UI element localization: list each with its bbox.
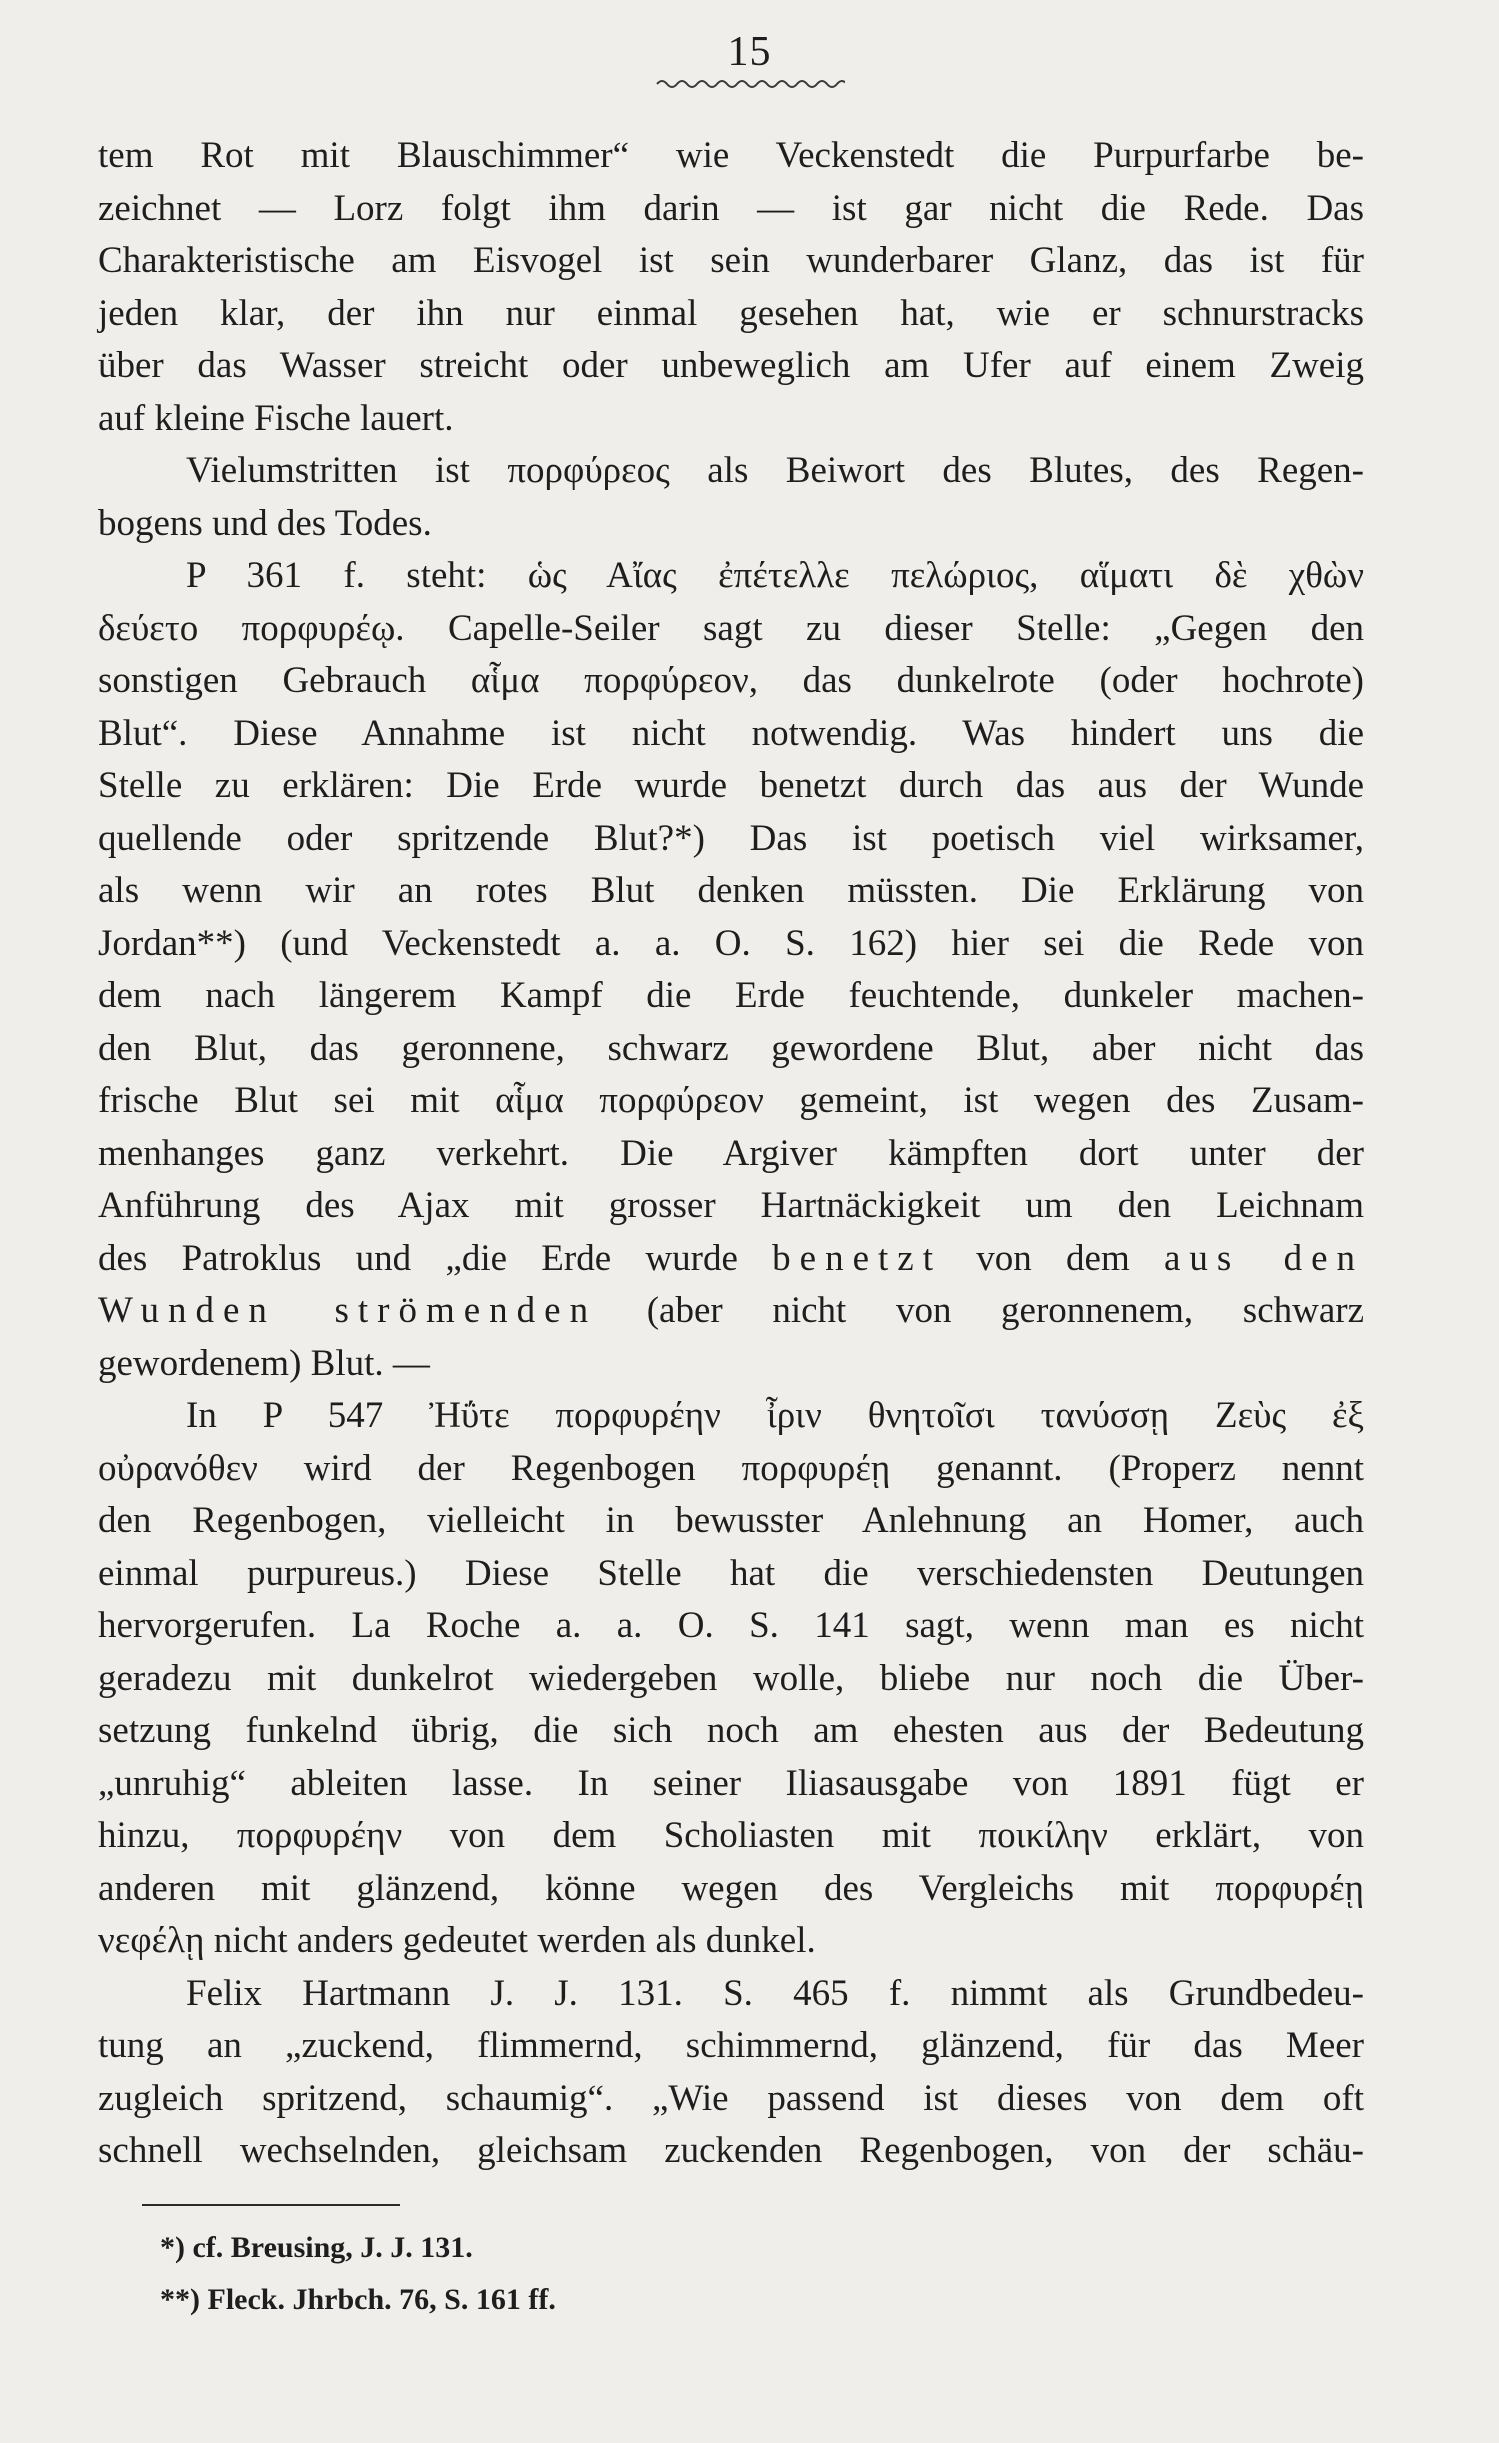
- footnote-2: **) Fleck. Jhrbch. 76, S. 161 ff.: [160, 2283, 556, 2316]
- text-line: P 361 f. steht: ὡς Αἴας ἐπέτελλε πελώριος, αἵματι δὲ χθὼν: [186, 555, 1364, 596]
- text-line: tem Rot mit Blauschimmer“ wie Veckenstedt die Purpurfarbe be-: [98, 135, 1364, 176]
- text-line: auf kleine Fische lauert.: [98, 397, 454, 439]
- text-line: anderen mit glänzend, könne wegen des Vergleichs mit πορφυρέῃ: [98, 1867, 1364, 1909]
- spaced-word: Wunden strömenden: [98, 1290, 598, 1331]
- text-line: sonstigen Gebrauch αἷμα πορφύρεον, das dunkelrote (oder hochrote): [98, 660, 1364, 701]
- text-line: frische Blut sei mit αἷμα πορφύρεον gemeint, ist wegen des Zusam-: [98, 1080, 1364, 1121]
- page-number: 15: [727, 29, 772, 75]
- text-line: menhanges ganz verkehrt. Die Argiver kämpften dort unter der: [98, 1132, 1364, 1174]
- text-line: einmal purpureus.) Diese Stelle hat die verschiedensten Deutungen: [98, 1552, 1364, 1594]
- text-line: den Blut, das geronnene, schwarz gewordene Blut, aber nicht das: [98, 1027, 1364, 1069]
- text-line: In P 547 Ἠΰτε πορφυρέην ἶριν θνητοῖσι τανύσσῃ Ζεὺς ἐξ: [186, 1395, 1364, 1436]
- text-line: Stelle zu erklären: Die Erde wurde benetzt durch das aus der Wunde: [98, 765, 1364, 806]
- text-line: zugleich spritzend, schaumig“. „Wie passend ist dieses von dem oft: [98, 2077, 1364, 2119]
- text-segment: (aber nicht von geronnenem, schwarz: [646, 1290, 1364, 1331]
- main-text: [98, 130, 1364, 2178]
- spaced-word: benetzt: [772, 1237, 942, 1279]
- text-line: quellende oder spritzende Blut?*) Das ist poetisch viel wirksamer,: [98, 817, 1364, 859]
- text-line-spaced-a: des Patroklus und „die Erde wurde benetzt von dem aus den: [98, 1237, 1365, 1279]
- text-line: dem nach längerem Kampf die Erde feuchtende, dunkeler machen-: [98, 975, 1364, 1016]
- text-line: Felix Hartmann J. J. 131. S. 465 f. nimmt als Grundbedeu-: [186, 1972, 1364, 2014]
- text-line: Charakteristische am Eisvogel ist sein wunderbarer Glanz, das ist für: [98, 240, 1364, 281]
- text-line: bogens und des Todes.: [98, 502, 432, 544]
- footnote-divider: [142, 2204, 400, 2206]
- text-line: νεφέλῃ nicht anders gedeutet werden als dunkel.: [98, 1920, 816, 1961]
- text-line: Vielumstritten ist πορφύρεος als Beiwort des Blutes, des Regen-: [186, 450, 1364, 491]
- text-line: δεύετο πορφυρέῳ. Capelle-Seiler sagt zu dieser Stelle: „Gegen den: [98, 607, 1364, 649]
- page-header: [0, 28, 1499, 92]
- spaced-word: aus den: [1164, 1237, 1365, 1279]
- text-line: jeden klar, der ihn nur einmal gesehen hat, wie er schnurstracks: [98, 292, 1364, 334]
- wavy-ornament-icon: [655, 76, 845, 92]
- text-line: Blut“. Diese Annahme ist nicht notwendig. Was hindert uns die: [98, 712, 1364, 754]
- text-line-spaced-b: [98, 1285, 1364, 1338]
- text-line: Anführung des Ajax mit grosser Hartnäckigkeit um den Leichnam: [98, 1185, 1364, 1226]
- text-line: als wenn wir an rotes Blut denken müssten. Die Erklärung von: [98, 870, 1364, 911]
- text-line: hervorgerufen. La Roche a. a. O. S. 141 sagt, wenn man es nicht: [98, 1605, 1364, 1646]
- text-line: tung an „zuckend, flimmernd, schimmernd, glänzend, für das Meer: [98, 2025, 1364, 2066]
- text-line: hinzu, πορφυρέην von dem Scholiasten mit ποικίλην erklärt, von: [98, 1815, 1364, 1856]
- text-line: setzung funkelnd übrig, die sich noch am ehesten aus der Bedeutung: [98, 1710, 1364, 1751]
- text-line: οὐρανόθεν wird der Regenbogen πορφυρέῃ genannt. (Properz nennt: [98, 1447, 1364, 1489]
- text-line: schnell wechselnden, gleichsam zuckenden Regenbogen, von der schäu-: [98, 2130, 1364, 2171]
- text-line: Jordan**) (und Veckenstedt a. a. O. S. 162) hier sei die Rede von: [98, 922, 1364, 964]
- text-line: zeichnet — Lorz folgt ihm darin — ist gar nicht die Rede. Das: [98, 187, 1364, 229]
- text-line: geradezu mit dunkelrot wiedergeben wolle, bliebe nur noch die Über-: [98, 1657, 1364, 1699]
- text-line: gewordenem) Blut. —: [98, 1342, 430, 1384]
- text-line: „unruhig“ ableiten lasse. In seiner Iliasausgabe von 1891 fügt er: [98, 1762, 1364, 1804]
- text-line: über das Wasser streicht oder unbeweglich am Ufer auf einem Zweig: [98, 345, 1364, 386]
- text-segment: des Patroklus und „die Erde wurde: [98, 1237, 738, 1279]
- text-line: den Regenbogen, vielleicht in bewusster Anlehnung an Homer, auch: [98, 1500, 1364, 1541]
- footnotes: [160, 2222, 556, 2326]
- footnote-1: *) cf. Breusing, J. J. 131.: [160, 2231, 473, 2264]
